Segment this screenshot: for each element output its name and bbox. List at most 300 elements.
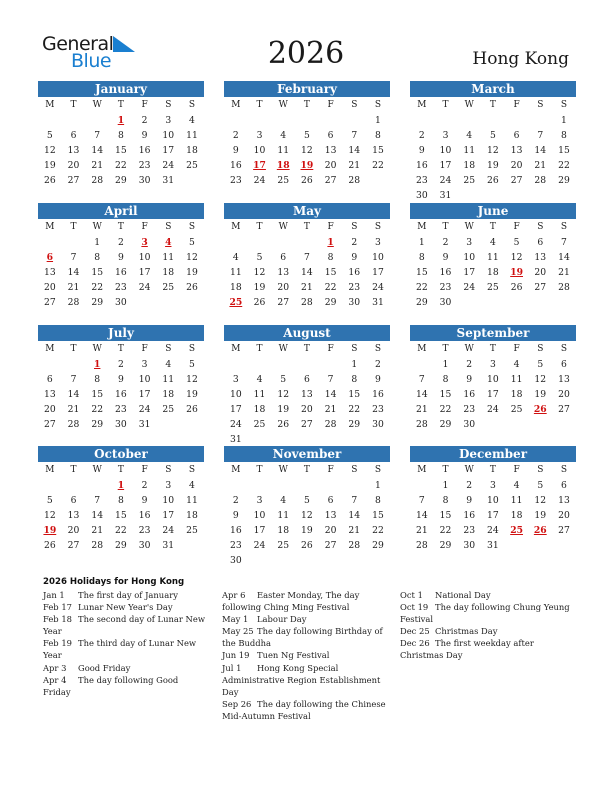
month-header: July (38, 325, 204, 341)
day-cell: 7 (561, 237, 567, 248)
day-cell: 18 (186, 145, 198, 156)
month-header: June (410, 203, 576, 219)
weekday-label: F (141, 465, 148, 475)
month-header: March (410, 81, 576, 97)
day-cell: 18 (510, 510, 523, 521)
month-november (224, 446, 390, 566)
day-cell (295, 553, 319, 568)
week-row (38, 235, 204, 250)
weekday-header-row (410, 98, 576, 113)
holiday-name: National Day (435, 590, 491, 600)
day-cell: 23 (415, 175, 428, 186)
week-row (224, 523, 390, 538)
week-row (224, 493, 390, 508)
day-cell: 13 (324, 145, 337, 156)
week-row (38, 173, 204, 188)
day-cell (552, 295, 576, 310)
day-cell: 30 (348, 297, 361, 308)
day-cell: 25 (186, 525, 198, 536)
day-cell: 31 (372, 297, 384, 308)
day-cell: 21 (91, 160, 104, 171)
day-cell: 5 (46, 495, 53, 506)
month-header: December (410, 446, 576, 462)
day-cell: 27 (43, 419, 56, 430)
day-cell: 14 (348, 145, 361, 156)
day-cell: 22 (372, 525, 384, 536)
day-cell: 27 (301, 419, 313, 430)
holiday-date: May 1 (222, 614, 249, 625)
day-cell (528, 417, 552, 432)
day-cell: 23 (463, 404, 476, 415)
day-cell (248, 113, 272, 128)
day-cell: 2 (117, 237, 124, 248)
country-name: Hong Kong (472, 49, 569, 69)
week-row (38, 357, 204, 372)
weekday-label: W (278, 100, 288, 110)
day-cell: 5 (303, 130, 310, 141)
day-cell: 20 (324, 160, 337, 171)
day-cell: 25 (487, 282, 499, 293)
day-cell: 13 (558, 495, 570, 506)
weekday-label: T (442, 465, 449, 475)
day-cell: 16 (229, 160, 242, 171)
week-row (38, 417, 204, 432)
day-cell: 16 (115, 389, 127, 400)
day-cell: 9 (375, 374, 381, 385)
weekday-label: W (464, 344, 474, 354)
day-cell: 9 (232, 510, 239, 521)
month-january (38, 81, 204, 201)
holiday-name: The day following Chung Yeung Festival (400, 602, 570, 625)
day-cell (457, 113, 481, 128)
month-july (38, 325, 204, 445)
day-cell: 4 (189, 480, 195, 491)
day-cell: 21 (348, 160, 361, 171)
week-row (410, 372, 576, 387)
day-cell: 21 (91, 525, 104, 536)
month-header: August (224, 325, 390, 341)
day-cell: 30 (138, 175, 151, 186)
week-row (38, 143, 204, 158)
day-cell: 12 (43, 510, 56, 521)
day-cell: 14 (91, 510, 104, 521)
day-cell: 20 (43, 282, 56, 293)
day-cell: 13 (43, 267, 56, 278)
day-cell: 11 (463, 145, 476, 156)
day-cell: 11 (186, 130, 198, 141)
weekday-label: T (442, 222, 449, 232)
day-cell: 16 (439, 267, 452, 278)
day-cell: 23 (463, 525, 476, 536)
holiday-entry (43, 601, 208, 613)
day-cell: 10 (253, 510, 266, 521)
day-cell: 24 (439, 175, 452, 186)
day-cell: 2 (466, 359, 473, 370)
day-cell: 1 (94, 237, 101, 248)
day-cell: 4 (165, 359, 172, 370)
week-row (38, 295, 204, 310)
day-cell: 8 (442, 495, 449, 506)
day-cell: 27 (43, 297, 56, 308)
week-row (224, 250, 390, 265)
day-cell: 15 (324, 267, 337, 278)
day-cell (248, 478, 272, 493)
weekday-label: F (327, 222, 334, 232)
holiday-name: The day following the Chinese Mid-Autumn Festival (222, 698, 386, 721)
weekday-label: M (231, 465, 241, 475)
week-row (224, 478, 390, 493)
week-row (410, 280, 576, 295)
day-cell: 14 (534, 145, 547, 156)
day-cell: 4 (256, 374, 263, 385)
day-cell: 1 (418, 237, 425, 248)
weekday-label: M (417, 222, 427, 232)
holiday-date: Apr 4 (43, 674, 67, 685)
day-cell: 21 (301, 282, 313, 293)
weekday-label: W (92, 100, 102, 110)
day-cell: 17 (162, 145, 175, 156)
day-cell: 13 (277, 267, 290, 278)
month-header: November (224, 446, 390, 462)
day-cell (271, 235, 295, 250)
day-cell: 27 (324, 175, 337, 186)
day-cell: 5 (489, 130, 496, 141)
day-cell: 1 (442, 480, 449, 491)
weekday-label: W (464, 465, 474, 475)
day-cell: 20 (324, 525, 337, 536)
day-cell: 23 (115, 404, 127, 415)
weekday-label: T (303, 465, 310, 475)
day-cell: 2 (418, 130, 425, 141)
day-cell: 21 (348, 525, 361, 536)
day-cell: 4 (489, 237, 496, 248)
day-cell: 27 (510, 175, 523, 186)
day-cell: 16 (463, 389, 476, 400)
week-row (224, 432, 390, 447)
holiday-entry (400, 637, 572, 661)
day-cell: 3 (489, 480, 496, 491)
day-cell: 9 (141, 495, 148, 506)
day-cell: 11 (186, 495, 198, 506)
month-august (224, 325, 390, 445)
day-cell: 6 (561, 480, 567, 491)
holiday-date: Dec 25 (400, 626, 430, 637)
day-cell: 1 (442, 359, 449, 370)
day-cell (410, 478, 434, 493)
day-cell: 28 (534, 175, 547, 186)
day-cell: 28 (67, 297, 80, 308)
weekday-label: S (374, 344, 382, 354)
day-cell: 20 (558, 510, 570, 521)
day-cell: 4 (466, 130, 473, 141)
holiday-entry (222, 613, 392, 625)
holiday-name: The day following Good Friday (43, 674, 179, 697)
day-cell: 27 (558, 525, 570, 536)
day-cell (62, 235, 86, 250)
day-cell: 14 (324, 389, 337, 400)
day-cell: 31 (229, 434, 242, 445)
day-cell: 3 (256, 130, 263, 141)
day-cell (505, 295, 529, 310)
day-cell: 7 (537, 130, 544, 141)
month-header: October (38, 446, 204, 462)
day-cell (481, 417, 505, 432)
week-row (224, 113, 390, 128)
day-cell: 27 (558, 404, 570, 415)
day-cell: 6 (327, 130, 334, 141)
weekday-label: M (45, 465, 55, 475)
day-cell: 13 (558, 374, 570, 385)
weekday-label: M (417, 465, 427, 475)
day-cell: 19 (534, 389, 547, 400)
holiday-name: Good Friday (78, 662, 131, 673)
day-cell: 7 (94, 495, 101, 506)
day-cell: 2 (375, 359, 381, 370)
day-cell: 17 (439, 160, 452, 171)
day-cell: 17 (138, 389, 151, 400)
week-row (410, 523, 576, 538)
day-cell: 22 (348, 404, 361, 415)
weekday-label: T (303, 100, 310, 110)
day-cell (481, 113, 505, 128)
day-cell (481, 188, 505, 203)
weekday-label: T (442, 100, 449, 110)
day-cell: 3 (165, 480, 172, 491)
day-cell (224, 113, 248, 128)
month-header: April (38, 203, 204, 219)
day-cell: 6 (46, 374, 53, 385)
weekday-label: W (278, 344, 288, 354)
day-cell: 2 (117, 359, 124, 370)
holiday-entry (43, 662, 208, 674)
holiday-entry (43, 637, 208, 661)
week-row (410, 250, 576, 265)
holiday-date: Feb 19 (43, 638, 72, 649)
day-cell (505, 538, 529, 553)
day-cell: 16 (415, 160, 428, 171)
weekday-label: M (45, 100, 55, 110)
week-row (224, 538, 390, 553)
weekday-header-row (410, 342, 576, 357)
day-cell: 28 (415, 419, 428, 430)
day-cell: 9 (117, 252, 124, 263)
day-cell: 18 (186, 510, 198, 521)
day-cell: 29 (91, 297, 104, 308)
weekday-label: F (513, 222, 520, 232)
month-header: September (410, 325, 576, 341)
weekday-header-row (224, 342, 390, 357)
day-cell: 16 (463, 510, 476, 521)
weekday-header-row (38, 342, 204, 357)
day-cell: 6 (513, 130, 520, 141)
weekday-label: T (489, 465, 496, 475)
day-cell: 28 (348, 175, 361, 186)
day-cell: 7 (70, 374, 77, 385)
weekday-label: S (165, 344, 172, 354)
weekday-label: W (278, 465, 288, 475)
logo-general-text: General (42, 33, 114, 55)
day-cell: 31 (439, 190, 452, 201)
day-cell: 5 (189, 359, 195, 370)
holiday-entry (400, 601, 572, 625)
day-cell: 8 (375, 130, 381, 141)
day-cell: 10 (162, 495, 175, 506)
weekday-label: T (303, 344, 310, 354)
day-cell: 26 (510, 282, 523, 293)
day-cell: 29 (439, 419, 452, 430)
weekday-label: S (165, 222, 172, 232)
day-cell: 24 (229, 419, 242, 430)
weekday-header-row (38, 463, 204, 478)
day-cell (38, 235, 62, 250)
day-cell: 27 (534, 282, 547, 293)
day-cell: 21 (534, 160, 547, 171)
day-cell: 15 (91, 267, 104, 278)
day-cell: 12 (43, 145, 56, 156)
day-cell: 23 (138, 525, 151, 536)
day-cell: 5 (513, 237, 520, 248)
weekday-label: M (231, 222, 241, 232)
month-header: January (38, 81, 204, 97)
weekday-label: F (141, 222, 148, 232)
weekday-label: S (560, 100, 568, 110)
day-cell: 2 (141, 480, 148, 491)
day-cell: 2 (232, 495, 239, 506)
day-cell: 13 (301, 389, 313, 400)
week-row (38, 523, 204, 538)
day-cell: 10 (138, 374, 151, 385)
day-cell: 28 (415, 540, 428, 551)
day-cell: 11 (253, 389, 266, 400)
day-cell: 13 (43, 389, 56, 400)
day-cell: 26 (43, 540, 56, 551)
holiday-name: The third day of Lunar New Year (43, 638, 197, 661)
day-cell: 24 (162, 160, 175, 171)
day-cell (342, 432, 366, 447)
weekday-label: S (351, 100, 358, 110)
day-cell: 10 (229, 389, 242, 400)
weekday-label: S (188, 222, 196, 232)
month-october (38, 446, 204, 566)
day-cell: 3 (256, 495, 263, 506)
day-cell: 8 (94, 252, 101, 263)
day-cell (271, 478, 295, 493)
day-cell: 17 (487, 389, 499, 400)
day-cell: 11 (162, 252, 175, 263)
day-cell: 3 (375, 237, 381, 248)
weekday-label: M (417, 344, 427, 354)
day-cell: 12 (510, 252, 523, 263)
weekday-label: F (513, 344, 520, 354)
weekday-header-row (410, 463, 576, 478)
day-cell: 16 (138, 510, 151, 521)
day-cell: 1 (375, 115, 381, 126)
weekday-label: T (256, 465, 263, 475)
weekday-label: S (560, 465, 568, 475)
day-cell: 6 (303, 374, 310, 385)
weekday-label: W (92, 344, 102, 354)
holiday-day-cell: 19 (300, 160, 314, 171)
day-cell: 23 (229, 175, 242, 186)
day-cell: 18 (463, 160, 476, 171)
day-cell: 20 (534, 267, 547, 278)
day-cell: 8 (442, 374, 449, 385)
day-cell (156, 295, 180, 310)
day-cell: 28 (91, 175, 104, 186)
day-cell: 22 (439, 404, 452, 415)
day-cell: 6 (537, 237, 544, 248)
week-row (410, 128, 576, 143)
day-cell: 27 (324, 540, 337, 551)
day-cell: 27 (67, 175, 80, 186)
day-cell: 30 (115, 297, 127, 308)
month-june (410, 203, 576, 323)
week-row (410, 113, 576, 128)
weekday-label: T (489, 222, 496, 232)
day-cell (457, 188, 481, 203)
day-cell (224, 478, 248, 493)
day-cell: 12 (253, 267, 266, 278)
weekday-label: T (117, 465, 124, 475)
day-cell: 19 (253, 282, 266, 293)
day-cell: 21 (558, 267, 570, 278)
day-cell: 11 (162, 374, 175, 385)
holiday-date: Apr 6 (222, 590, 246, 600)
day-cell: 11 (510, 374, 523, 385)
day-cell: 31 (162, 540, 175, 551)
holiday-name: The second day of Lunar New Year (43, 614, 206, 637)
day-cell: 1 (375, 480, 381, 491)
day-cell (481, 295, 505, 310)
week-row (38, 113, 204, 128)
day-cell: 7 (303, 252, 310, 263)
day-cell: 16 (229, 525, 242, 536)
day-cell: 5 (46, 130, 53, 141)
day-cell: 10 (372, 252, 384, 263)
day-cell: 24 (372, 282, 384, 293)
day-cell: 20 (301, 404, 313, 415)
weekday-label: T (489, 344, 496, 354)
weekday-label: S (188, 100, 196, 110)
day-cell: 15 (115, 145, 127, 156)
day-cell: 7 (351, 495, 358, 506)
day-cell: 14 (558, 252, 570, 263)
day-cell: 22 (115, 525, 127, 536)
day-cell (319, 357, 343, 372)
day-cell: 24 (487, 525, 499, 536)
day-cell: 7 (351, 130, 358, 141)
day-cell: 11 (229, 267, 242, 278)
week-row (224, 280, 390, 295)
day-cell: 6 (280, 252, 287, 263)
day-cell: 29 (558, 175, 570, 186)
day-cell: 11 (277, 145, 290, 156)
day-cell: 23 (439, 282, 452, 293)
day-cell: 6 (70, 130, 77, 141)
holiday-day-cell: 18 (276, 160, 290, 171)
day-cell: 22 (91, 404, 104, 415)
day-cell: 11 (487, 252, 499, 263)
day-cell: 17 (372, 267, 384, 278)
day-cell (342, 478, 366, 493)
day-cell (410, 357, 434, 372)
day-cell: 8 (94, 374, 101, 385)
week-row (224, 402, 390, 417)
day-cell: 29 (415, 297, 428, 308)
day-cell (457, 295, 481, 310)
holiday-date: Sep 26 (222, 698, 252, 709)
day-cell (180, 295, 204, 310)
